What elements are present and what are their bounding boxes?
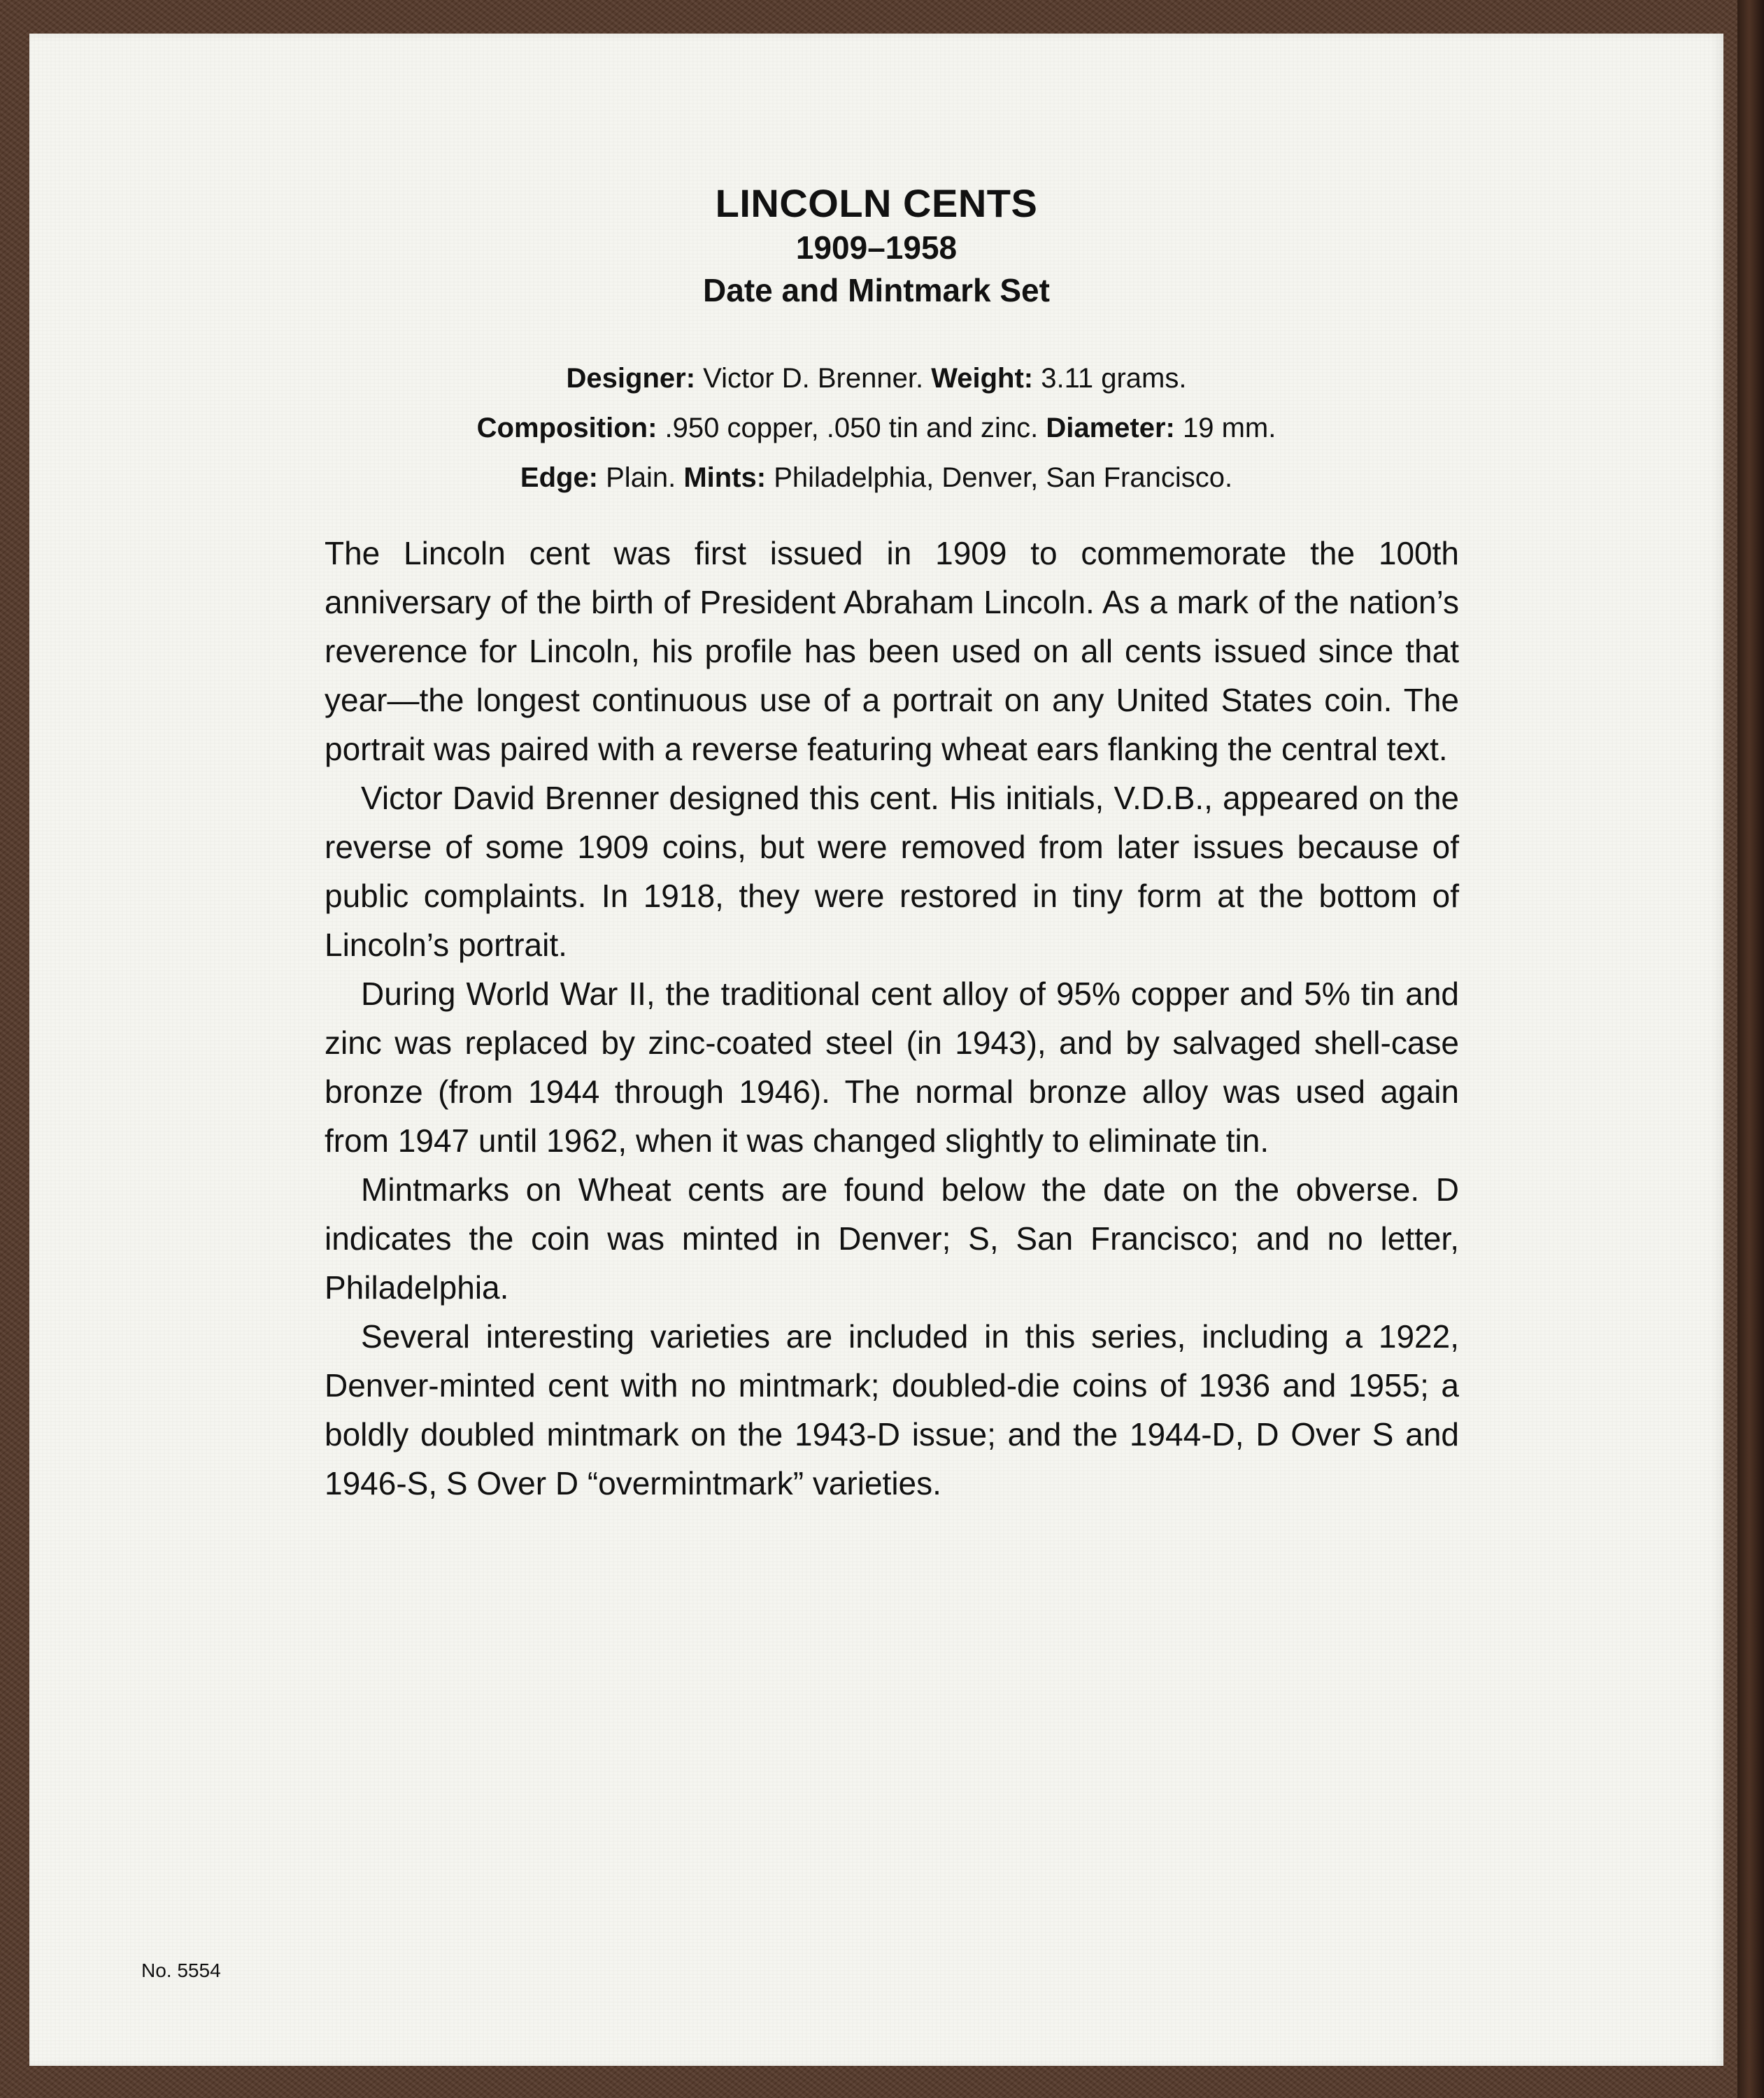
date-range: 1909–1958 <box>795 229 958 266</box>
weight-value: 3.11 grams. <box>1033 363 1187 394</box>
cover-edge <box>1737 0 1764 2098</box>
composition-label: Composition: <box>476 413 657 443</box>
mints-label: Mints: <box>683 462 767 493</box>
mints-value: Philadelphia, Denver, San Francisco. <box>766 462 1233 493</box>
edge-value: Plain. <box>598 462 684 493</box>
coin-specifications <box>29 354 1723 503</box>
designer-label: Designer: <box>566 363 696 394</box>
catalog-number: No. 5554 <box>141 1960 221 1981</box>
designer-value: Victor D. Brenner. <box>695 363 932 394</box>
description-text <box>325 529 1459 1508</box>
diameter-label: Diameter: <box>1046 413 1175 443</box>
page-header <box>29 180 1723 312</box>
paragraph-designer: Victor David Brenner designed this cent. His initials, V.D.B., appeared on the reverse of some 1909 coins, but were removed from later issues because of public complaints. In 1918, they were restored in tiny form at the bottom of Lincoln’s portrait. <box>325 780 1459 963</box>
spec-line-2 <box>29 404 1723 453</box>
paragraph-mintmarks: Mintmarks on Wheat cents are found below the date on the obverse. D indicates the coin was minted in Denver; S, San Francisco; and no letter, Philadelphia. <box>325 1171 1459 1306</box>
diameter-value: 19 mm. <box>1174 413 1276 443</box>
paragraph-alloy: During World War II, the traditional cent alloy of 95% copper and 5% tin and zinc was replaced by zinc-coated steel (in 1943), and by salvaged shell-case bronze (from 1944 through 1946). The normal bronze alloy was used again from 1947 until 1962, when it was changed slightly to eliminate tin. <box>325 976 1459 1159</box>
album-page <box>29 34 1723 2066</box>
set-subtitle: Date and Mintmark Set <box>703 272 1050 308</box>
paragraph-history: The Lincoln cent was first issued in 1909 to commemorate the 100th anniversary of the birth of President Abraham Lincoln. As a mark of the nation’s reverence for Lincoln, his profile has been used on all cents issued since that year—the longest continuous use of a portrait on any United States coin. The portrait was paired with a reverse featuring wheat ears flanking the central text. <box>325 535 1459 767</box>
spec-line-3 <box>29 453 1723 503</box>
composition-value: .950 copper, .050 tin and zinc. <box>657 413 1046 443</box>
paragraph-varieties: Several interesting varieties are included in this series, including a 1922, Denver-minted cent with no mintmark; doubled-die coins of 1936 and 1955; a boldly doubled mintmark on the 1943-D issue; and the 1944-D, D Over S and 1946-S, S Over D “overmintmark” varieties. <box>325 1318 1459 1501</box>
page-title: LINCOLN CENTS <box>715 181 1038 225</box>
edge-label: Edge: <box>520 462 599 493</box>
spec-line-1 <box>29 354 1723 404</box>
weight-label: Weight: <box>931 363 1034 394</box>
